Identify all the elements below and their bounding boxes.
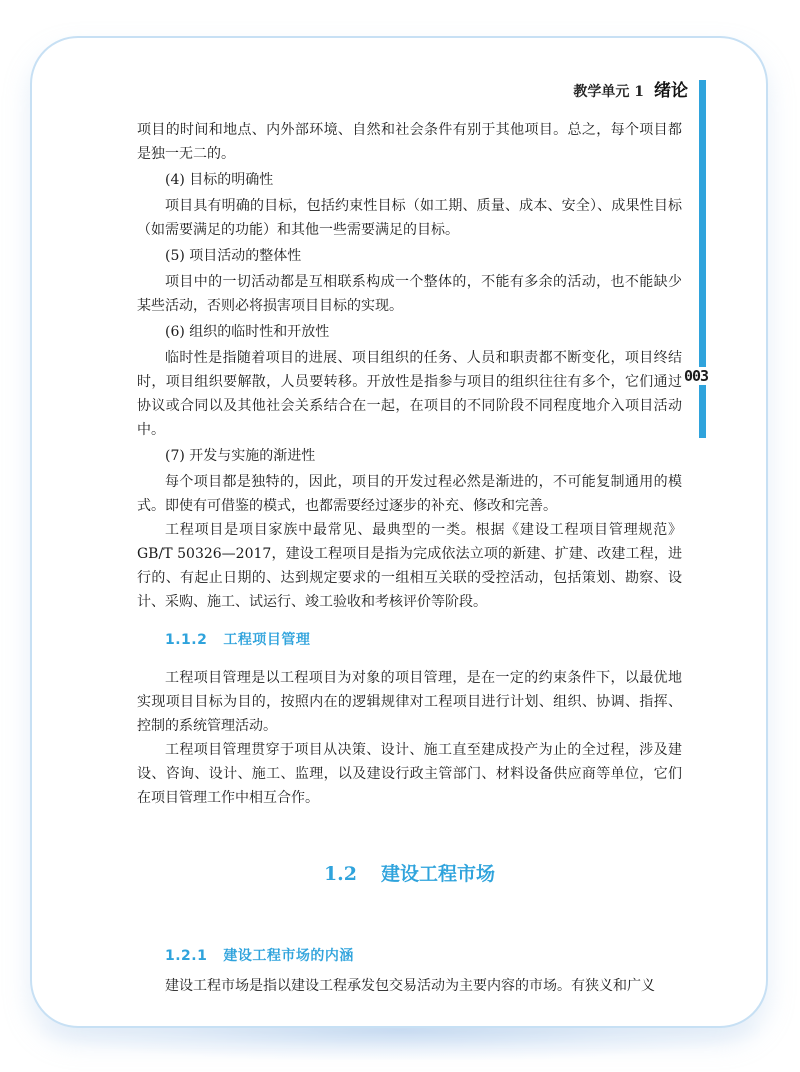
paragraph-uniqueness: 项目的时间和地点、内外部环境、自然和社会条件有别于其他项目。总之，每个项目都是独一无二的。: [137, 122, 682, 162]
paragraph-project-management-2: 工程项目管理贯穿于项目从决策、设计、施工直至建成投产为止的全过程，涉及建设、咨询、设计、施工、监理，以及建设行政主管部门、材料设备供应商等单位，它们在项目管理工作中相互合作。: [137, 742, 682, 806]
section-1-2-title: 建设工程市场: [381, 863, 496, 885]
item-7-text: 每个项目都是独特的，因此，项目的开发过程必然是渐进的，不可能复制通用的模式。即使有可借鉴的模式，也都需要经过逐步的补充、修改和完善。: [137, 474, 682, 514]
section-1-2-1-number: 1.2.1: [165, 948, 208, 964]
section-1-2-number: 1.2: [323, 863, 358, 885]
section-1-2-heading: [137, 862, 682, 886]
item-6-title: (6) 组织的临时性和开放性: [165, 324, 330, 340]
page-content: [137, 118, 682, 998]
paragraph-market-definition: 建设工程市场是指以建设工程承发包交易活动为主要内容的市场。有狭义和广义: [165, 978, 655, 994]
item-4-text: 项目具有明确的目标，包括约束性目标（如工期、质量、成本、安全）、成果性目标（如需要满足的功能）和其他一些需要满足的目标。: [137, 198, 682, 238]
header-chapter: 绪论: [654, 81, 688, 101]
item-5-title: (5) 项目活动的整体性: [165, 248, 302, 264]
section-1-1-2-heading: [137, 628, 682, 652]
section-1-2-1-title: 建设工程市场的内涵: [223, 948, 354, 964]
section-1-2-1-heading: [137, 944, 682, 968]
running-header: [573, 76, 688, 101]
item-4-title: (4) 目标的明确性: [165, 172, 274, 188]
header-unit: 教学单元 1: [573, 84, 644, 100]
item-6-text: 临时性是指随着项目的进展、项目组织的任务、人员和职责都不断变化，项目终结时，项目组织要解散，人员要转移。开放性是指参与项目的组织往往有多个，它们通过协议或合同以及其他社会关系结合在一起，在项目的不同阶段不同程度地介入项目活动中。: [137, 350, 682, 438]
paragraph-project-management-1: 工程项目管理是以工程项目为对象的项目管理，是在一定的约束条件下，以最优地实现项目目标为目的，按照内在的逻辑规律对工程项目进行计划、组织、协调、指挥、控制的系统管理活动。: [137, 670, 682, 734]
item-7-title: (7) 开发与实施的渐进性: [165, 448, 316, 464]
section-1-1-2-title: 工程项目管理: [223, 632, 311, 648]
item-5-text: 项目中的一切活动都是互相联系构成一个整体的，不能有多余的活动，也不能缺少某些活动，否则必将损害项目目标的实现。: [137, 274, 682, 314]
section-1-1-2-number: 1.1.2: [165, 632, 208, 648]
page-number: 003: [684, 367, 709, 385]
paragraph-engineering-project: 工程项目是项目家族中最常见、最典型的一类。根据《建设工程项目管理规范》GB/T 50326—2017，建设工程项目是指为完成依法立项的新建、扩建、改建工程，进行的、有起止日期的、达到规定要求的一组相互关联的受控活动，包括策划、勘察、设计、采购、施工、试运行、竣工验收和考核评价等阶段。: [137, 522, 682, 610]
